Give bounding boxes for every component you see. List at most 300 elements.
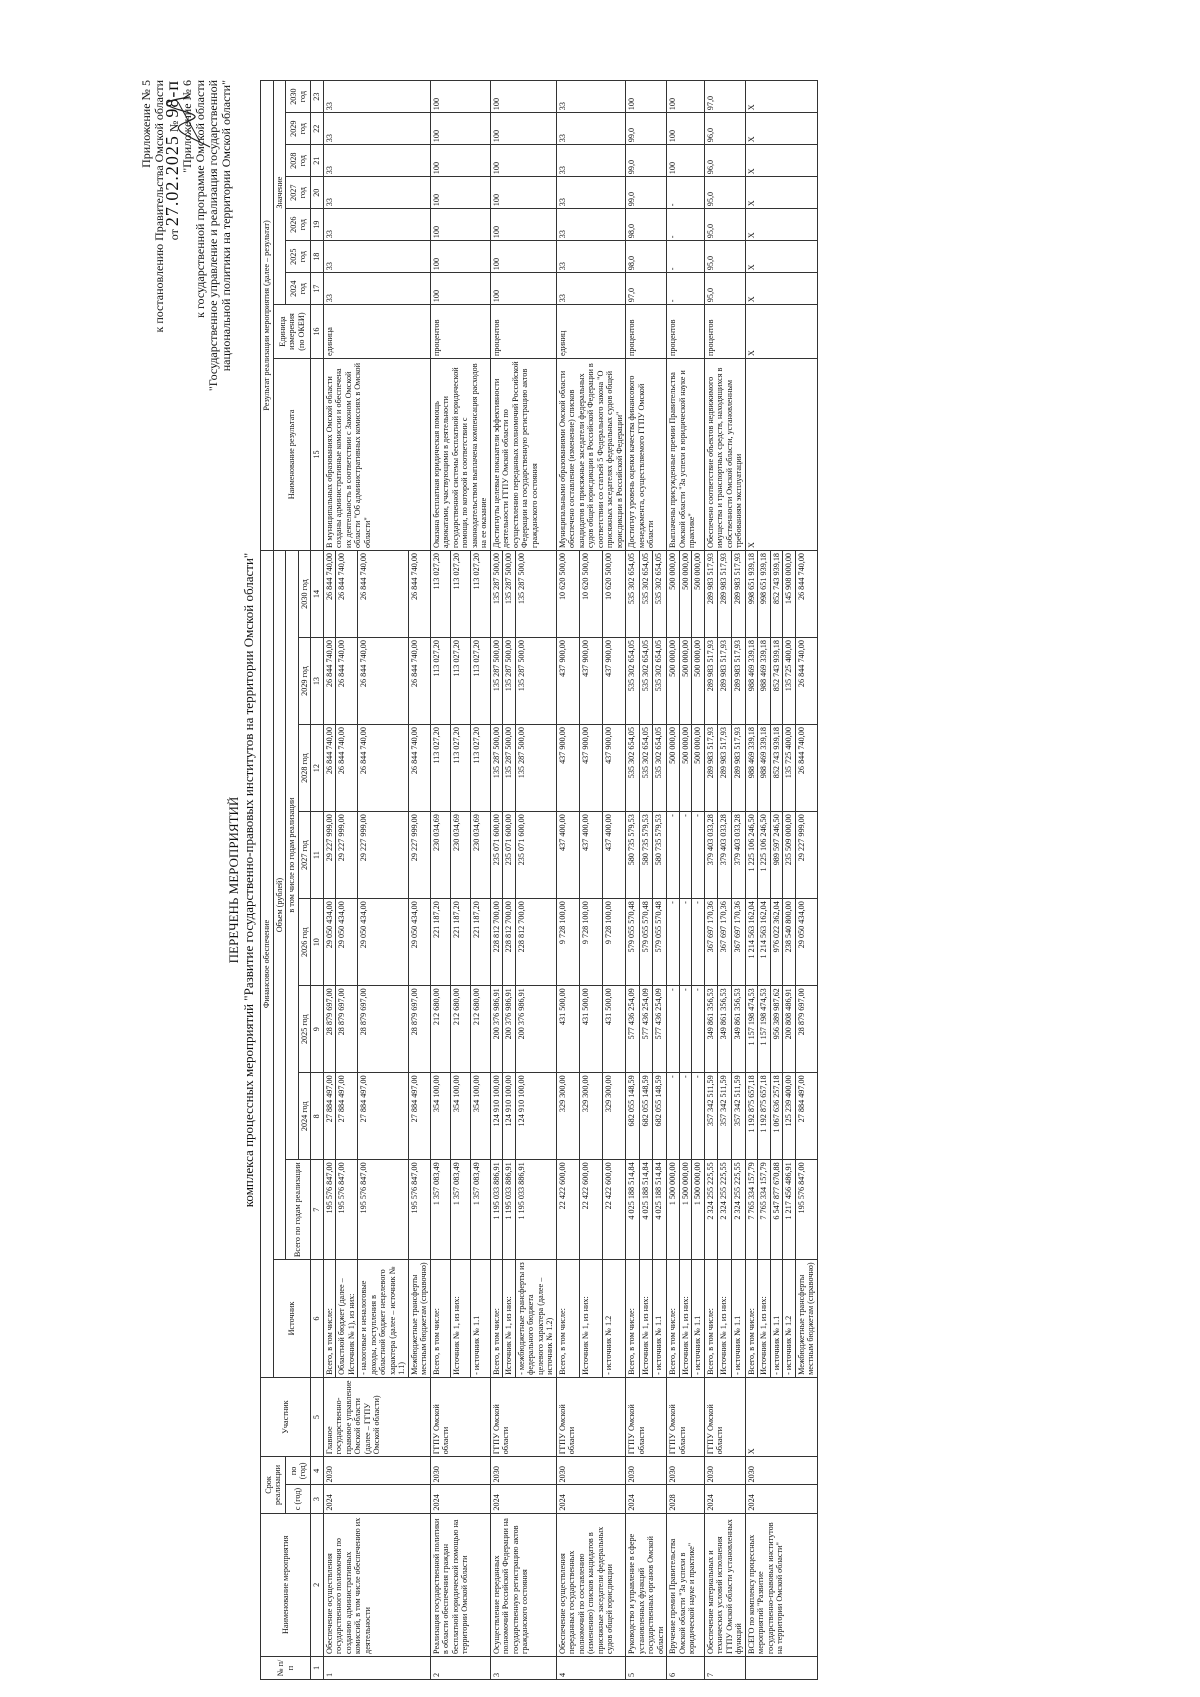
column-number: 19 xyxy=(311,209,324,241)
funding-amount: 1 214 563 162,04 xyxy=(758,899,771,986)
result-value: 33 xyxy=(323,241,430,273)
col-year: 2026 год xyxy=(298,899,311,986)
funding-amount: 989 597 246,50 xyxy=(770,812,783,899)
col-vyear: 2024 год xyxy=(286,273,311,305)
funding-amount: 230 034,69 xyxy=(470,812,490,899)
funding-amount: 135 287 500,00 xyxy=(503,725,516,812)
table-row xyxy=(667,81,680,1680)
funding-amount: 29 227 999,00 xyxy=(336,812,358,899)
funding-amount: 577 436 254,09 xyxy=(626,986,640,1073)
result-value: 33 xyxy=(556,177,626,209)
result-value: X xyxy=(745,177,817,209)
funding-amount: 26 844 740,00 xyxy=(358,725,409,812)
result-value: X xyxy=(745,81,817,113)
row-number: 2 xyxy=(430,1656,490,1679)
funding-source: Источник № 1, из них: xyxy=(718,1260,732,1378)
funding-amount: 500 000,00 xyxy=(679,638,692,725)
funding-amount: 1 157 198 474,53 xyxy=(758,986,771,1073)
funding-amount: 22 422 600,00 xyxy=(579,1160,602,1260)
funding-amount: 354 100,00 xyxy=(450,1073,470,1160)
funding-amount: 500 000,00 xyxy=(692,550,705,637)
funding-source: Источник № 1, из них: xyxy=(503,1260,516,1378)
funding-amount: 200 376 986,91 xyxy=(490,986,503,1073)
result-value: 100 xyxy=(490,273,556,305)
funding-amount: 367 697 170,36 xyxy=(731,899,745,986)
funding-amount: 357 342 511,59 xyxy=(704,1073,718,1160)
funding-amount: 500 000,00 xyxy=(667,550,680,637)
funding-amount: 535 302 654,05 xyxy=(626,725,640,812)
funding-amount: 195 576 847,00 xyxy=(358,1160,409,1260)
funding-amount: 437 900,00 xyxy=(579,725,602,812)
funding-amount: 27 884 497,00 xyxy=(358,1073,409,1160)
funding-amount: 1 500 000,00 xyxy=(679,1160,692,1260)
col-vyear: 2029 год xyxy=(286,113,311,145)
program-name-1: "Государственное управление и реализация государственной xyxy=(206,80,220,392)
funding-amount: 500 000,00 xyxy=(667,725,680,812)
measure-name: Осуществление переданных полномочий Российской Федерации на государственную регистрацию актов гражданского состояния xyxy=(490,1513,556,1656)
funding-amount: 124 910 100,00 xyxy=(503,1073,516,1160)
funding-source: - источник № 1.2 xyxy=(602,1260,625,1378)
result-unit: X xyxy=(745,305,817,359)
funding-amount: 9 728 100,00 xyxy=(556,899,579,986)
column-number: 22 xyxy=(311,113,324,145)
column-number: 11 xyxy=(311,812,324,899)
result-value: 33 xyxy=(556,241,626,273)
funding-amount: 4 025 188 514,84 xyxy=(653,1160,667,1260)
appendix-6: "Приложение № 6 xyxy=(180,80,194,173)
measure-name: Обеспечение осуществления государственного полномочия по созданию административных комиссий, в том числе обеспечению их деятельности xyxy=(323,1513,430,1656)
funding-amount: 135 287 500,00 xyxy=(490,638,503,725)
funding-amount: 1 225 106 246,50 xyxy=(758,812,771,899)
funding-amount: 956 389 987,62 xyxy=(770,986,783,1073)
column-number: 15 xyxy=(311,358,324,550)
column-number: 1 xyxy=(311,1656,324,1679)
funding-amount: 22 422 600,00 xyxy=(556,1160,579,1260)
funding-source: Источник № 1, из них: xyxy=(450,1260,470,1378)
funding-amount: 535 302 654,05 xyxy=(626,550,640,637)
funding-amount: 221 187,20 xyxy=(430,899,450,986)
funding-source: - источник № 1.1 xyxy=(470,1260,490,1378)
funding-amount: 329 300,00 xyxy=(602,1073,625,1160)
result-value: 33 xyxy=(556,145,626,177)
measure-name: Обеспечение материальных и технических условий исполнения ГГПУ Омской области установленных функций xyxy=(704,1513,745,1656)
table-row xyxy=(490,81,503,1680)
result-value: 33 xyxy=(323,81,430,113)
result-value: X xyxy=(745,113,817,145)
result-value: 100 xyxy=(490,145,556,177)
funding-source: Источник № 1, из них: xyxy=(579,1260,602,1378)
funding-amount: 124 910 100,00 xyxy=(490,1073,503,1160)
document-title xyxy=(226,80,256,1680)
funding-amount: 27 884 497,00 xyxy=(323,1073,336,1160)
funding-amount: 29 050 434,00 xyxy=(323,899,336,986)
funding-amount: 852 743 939,18 xyxy=(770,550,783,637)
funding-amount: - xyxy=(679,812,692,899)
funding-source: Всего, в том числе: xyxy=(556,1260,579,1378)
table-row xyxy=(430,81,450,1680)
funding-amount: 26 844 740,00 xyxy=(795,550,817,637)
row-number: 7 xyxy=(704,1656,745,1679)
funding-amount: 1 195 033 886,91 xyxy=(490,1160,503,1260)
funding-amount: 195 576 847,00 xyxy=(408,1160,430,1260)
funding-amount: 1 067 636 257,18 xyxy=(770,1073,783,1160)
funding-amount: 26 844 740,00 xyxy=(336,725,358,812)
result-value: 100 xyxy=(430,177,490,209)
funding-amount: - xyxy=(667,986,680,1073)
result-value: 96,0 xyxy=(704,113,745,145)
funding-source: Источник № 1, из них: xyxy=(679,1260,692,1378)
funding-amount: 2 324 255 225,55 xyxy=(718,1160,732,1260)
funding-source: Всего, в том числе: xyxy=(704,1260,718,1378)
participant: ГГПУ Омской области xyxy=(430,1377,490,1456)
funding-amount: 28 879 697,00 xyxy=(323,986,336,1073)
column-number: 23 xyxy=(311,81,324,113)
funding-amount: 135 287 500,00 xyxy=(503,638,516,725)
funding-amount: 9 728 100,00 xyxy=(579,899,602,986)
funding-amount: 379 403 033,28 xyxy=(704,812,718,899)
funding-amount: 367 697 170,36 xyxy=(718,899,732,986)
result-value: 100 xyxy=(430,209,490,241)
funding-amount: 28 879 697,00 xyxy=(795,986,817,1073)
end-year: 2030 xyxy=(667,1457,705,1485)
col-vyear: 2030 год xyxy=(286,81,311,113)
column-number: 12 xyxy=(311,725,324,812)
result-unit: единиц xyxy=(556,305,626,359)
signature-mark xyxy=(160,92,220,152)
funding-amount: 1 217 456 486,91 xyxy=(783,1160,796,1260)
funding-amount: 437 400,00 xyxy=(602,812,625,899)
funding-source: - источник № 1.2 xyxy=(783,1260,796,1378)
decree-ref: к постановлению Правительства Омской области xyxy=(152,80,166,333)
title-main: ПЕРЕЧЕНЬ МЕРОПРИЯТИЙ xyxy=(226,796,241,964)
result-value: 98,0 xyxy=(626,241,667,273)
result-unit: процентов xyxy=(490,305,556,359)
funding-amount: 235 071 600,00 xyxy=(515,812,556,899)
funding-amount: 113 027,20 xyxy=(450,550,470,637)
measures-table xyxy=(260,80,818,1680)
result-value: 95,0 xyxy=(704,241,745,273)
funding-amount: 580 735 579,53 xyxy=(626,812,640,899)
result-value: X xyxy=(745,273,817,305)
funding-amount: 4 025 188 514,84 xyxy=(626,1160,640,1260)
funding-amount: 1 500 000,00 xyxy=(692,1160,705,1260)
col-year: 2025 год xyxy=(298,986,311,1073)
participant: Главное государственно-правовое управление Омской области (далее – ГГПУ Омской области) xyxy=(323,1377,430,1456)
funding-amount: 113 027,20 xyxy=(430,638,450,725)
funding-amount: 437 900,00 xyxy=(579,638,602,725)
result-value: 100 xyxy=(490,81,556,113)
funding-amount: 221 187,20 xyxy=(470,899,490,986)
result-name: Достигнут уровень оценки качества финансового менеджмента, осуществляемого ГГПУ Омской области xyxy=(626,358,667,550)
result-value: 100 xyxy=(490,241,556,273)
column-number: 21 xyxy=(311,145,324,177)
col-vyear: 2027 год xyxy=(286,177,311,209)
column-number: 8 xyxy=(311,1073,324,1160)
funding-amount: 357 342 511,59 xyxy=(731,1073,745,1160)
funding-amount: 27 884 497,00 xyxy=(336,1073,358,1160)
funding-amount: 228 812 700,00 xyxy=(515,899,556,986)
end-year: 2030 xyxy=(490,1457,556,1485)
start-year: 2028 xyxy=(667,1485,705,1513)
funding-amount: 682 055 148,59 xyxy=(626,1073,640,1160)
funding-amount: 29 227 999,00 xyxy=(323,812,336,899)
funding-amount: 1 500 000,00 xyxy=(667,1160,680,1260)
row-number-empty xyxy=(745,1656,817,1679)
funding-source: - межбюджетные трансферты из федерального бюджета целевого характера (далее – источник № 1.2) xyxy=(515,1260,556,1378)
col-value: Значение xyxy=(273,81,286,305)
funding-amount: 500 000,00 xyxy=(692,725,705,812)
result-value: 100 xyxy=(490,113,556,145)
funding-amount: 577 436 254,09 xyxy=(639,986,653,1073)
funding-amount: 535 302 654,05 xyxy=(653,550,667,637)
funding-amount: 29 227 999,00 xyxy=(358,812,409,899)
column-number: 14 xyxy=(311,550,324,637)
participant: ГГПУ Омской области xyxy=(556,1377,626,1456)
end-year: 2030 xyxy=(556,1457,626,1485)
funding-amount: 580 735 579,53 xyxy=(639,812,653,899)
column-number: 17 xyxy=(311,273,324,305)
funding-amount: 113 027,20 xyxy=(430,550,450,637)
funding-amount: 200 808 486,91 xyxy=(783,986,796,1073)
column-number: 2 xyxy=(311,1513,324,1656)
funding-amount: 500 000,00 xyxy=(679,725,692,812)
end-year: 2030 xyxy=(323,1457,430,1485)
start-year: 2024 xyxy=(704,1485,745,1513)
table-row xyxy=(704,81,718,1680)
funding-amount: 1 195 033 886,91 xyxy=(515,1160,556,1260)
participant: ГГПУ Омской области xyxy=(490,1377,556,1456)
start-year: 2024 xyxy=(745,1485,817,1513)
funding-amount: 200 376 986,91 xyxy=(503,986,516,1073)
result-value: 95,0 xyxy=(704,273,745,305)
funding-amount: 535 302 654,05 xyxy=(653,638,667,725)
funding-amount: 357 342 511,59 xyxy=(718,1073,732,1160)
result-value: 100 xyxy=(490,209,556,241)
funding-source: Областной бюджет (далее – Источник № 1), из них: xyxy=(336,1260,358,1378)
funding-amount: 10 620 500,00 xyxy=(602,550,625,637)
funding-amount: 26 844 740,00 xyxy=(408,550,430,637)
column-number: 7 xyxy=(311,1160,324,1260)
col-term: Срок реализации xyxy=(261,1457,286,1513)
result-value: 33 xyxy=(323,145,430,177)
decree-number: 98-п xyxy=(162,80,182,118)
funding-amount: 6 547 877 670,88 xyxy=(770,1160,783,1260)
result-value: - xyxy=(667,273,705,305)
funding-amount: 235 509 000,00 xyxy=(783,812,796,899)
funding-amount: 26 844 740,00 xyxy=(408,638,430,725)
funding-amount: 1 225 106 246,50 xyxy=(745,812,758,899)
funding-amount: 349 861 356,53 xyxy=(718,986,732,1073)
funding-amount: 26 844 740,00 xyxy=(336,550,358,637)
funding-amount: 535 302 654,05 xyxy=(626,638,640,725)
start-year: 2024 xyxy=(556,1485,626,1513)
col-num: № п/п xyxy=(261,1656,311,1679)
funding-amount: 228 812 700,00 xyxy=(490,899,503,986)
result-value: 97,0 xyxy=(626,273,667,305)
funding-amount: 329 300,00 xyxy=(579,1073,602,1160)
end-year: 2030 xyxy=(430,1457,490,1485)
funding-amount: 437 400,00 xyxy=(579,812,602,899)
funding-amount: - xyxy=(667,812,680,899)
result-value: 95,0 xyxy=(704,209,745,241)
funding-amount: 367 697 170,36 xyxy=(704,899,718,986)
funding-amount: 535 302 654,05 xyxy=(639,638,653,725)
funding-amount: - xyxy=(679,986,692,1073)
start-year: 2024 xyxy=(430,1485,490,1513)
funding-amount: 354 100,00 xyxy=(470,1073,490,1160)
funding-amount: 1 192 875 657,18 xyxy=(745,1073,758,1160)
result-value: 33 xyxy=(323,273,430,305)
result-value: 33 xyxy=(556,273,626,305)
funding-amount: 289 983 517,93 xyxy=(704,550,718,637)
start-year: 2024 xyxy=(323,1485,430,1513)
funding-source: Всего, в том числе: xyxy=(626,1260,640,1378)
appendix-5: Приложение № 5 xyxy=(139,80,153,168)
funding-amount: - xyxy=(692,1073,705,1160)
funding-source: Всего, в том числе: xyxy=(490,1260,503,1378)
result-name: Достигнуты целевые показатели эффективности деятельности ГГПУ Омской области по осуществлению переданных полномочий Российской Федерации на государственную регистрацию актов гражданского состояния xyxy=(490,358,556,550)
funding-amount: 195 576 847,00 xyxy=(795,1160,817,1260)
title-sub: комплекса процессных мероприятий "Развитие государственно-правовых институтов на территории Омской области" xyxy=(241,552,256,1208)
result-value: 97,0 xyxy=(704,81,745,113)
funding-source: - источник № 1.1 xyxy=(770,1260,783,1378)
funding-amount: 349 861 356,53 xyxy=(704,986,718,1073)
funding-amount: 29 050 434,00 xyxy=(795,899,817,986)
funding-amount: 379 403 033,28 xyxy=(718,812,732,899)
end-year: 2030 xyxy=(626,1457,667,1485)
funding-amount: 135 725 400,00 xyxy=(783,638,796,725)
funding-amount: 431 500,00 xyxy=(602,986,625,1073)
col-vyear: 2028 год xyxy=(286,145,311,177)
funding-source: - налоговые и неналоговые доходы, поступления в областной бюджет нецелевого характера (далее – источник № 1.1) xyxy=(358,1260,409,1378)
funding-amount: 1 157 198 474,53 xyxy=(745,986,758,1073)
funding-amount: 29 050 434,00 xyxy=(358,899,409,986)
funding-amount: 26 844 740,00 xyxy=(323,725,336,812)
funding-amount: 28 879 697,00 xyxy=(408,986,430,1073)
result-name: X xyxy=(745,358,817,550)
funding-amount: 289 983 517,93 xyxy=(704,725,718,812)
funding-amount: 579 055 570,48 xyxy=(653,899,667,986)
column-number: 13 xyxy=(311,638,324,725)
table-row xyxy=(626,81,640,1680)
rotated-page xyxy=(140,80,1200,1680)
col-to: по (год) xyxy=(286,1457,311,1485)
col-name: Наименование мероприятия xyxy=(261,1513,311,1656)
col-financing: Финансовое обеспечение xyxy=(261,550,274,1377)
funding-amount: 431 500,00 xyxy=(579,986,602,1073)
funding-amount: 852 743 939,18 xyxy=(770,725,783,812)
funding-amount: 10 620 500,00 xyxy=(579,550,602,637)
result-value: 100 xyxy=(430,145,490,177)
result-name: Муниципальными образованиями Омской области обеспечено составление (изменение) списков кандидатов в присяжные заседатели федеральных судов общей юрисдикции в Российской Федерации в соответствии со статьей 5 Федерального закона "О присяжных заседателях федеральных судов общей юрисдикции в Российской Федерации" xyxy=(556,358,626,550)
end-year: 2030 xyxy=(745,1457,817,1485)
col-participant: Участник xyxy=(261,1377,311,1456)
funding-amount: 27 884 497,00 xyxy=(795,1073,817,1160)
funding-amount: 113 027,20 xyxy=(450,638,470,725)
funding-amount: 988 469 339,18 xyxy=(745,638,758,725)
column-numbers-row xyxy=(311,81,324,1680)
measure-name: ВСЕГО по комплексу процессных мероприятий "Развитие государственно-правовых институтов на территории Омской области" xyxy=(745,1513,817,1656)
funding-source: - источник № 1.1 xyxy=(653,1260,667,1378)
funding-amount: 29 050 434,00 xyxy=(336,899,358,986)
start-year: 2024 xyxy=(626,1485,667,1513)
funding-amount: 437 900,00 xyxy=(602,638,625,725)
start-year: 2024 xyxy=(490,1485,556,1513)
funding-amount: 235 071 600,00 xyxy=(503,812,516,899)
funding-amount: 230 034,69 xyxy=(430,812,450,899)
funding-amount: 1 214 563 162,04 xyxy=(745,899,758,986)
funding-source: Всего, в том числе: xyxy=(667,1260,680,1378)
funding-amount: 212 680,00 xyxy=(430,986,450,1073)
funding-amount: 200 376 986,91 xyxy=(515,986,556,1073)
result-name: Выплачены присужденные премии Правительства Омской области "За успехи в юридической науке и практике" xyxy=(667,358,705,550)
column-number: 4 xyxy=(311,1457,324,1485)
funding-source: Межбюджетные трансферты местным бюджетам (справочно) xyxy=(795,1260,817,1378)
result-unit: единица xyxy=(323,305,430,359)
program-ref: к государственной программе Омской области xyxy=(193,80,207,318)
funding-source: Всего, в том числе: xyxy=(323,1260,336,1378)
funding-amount: 2 324 255 225,55 xyxy=(704,1160,718,1260)
table-body xyxy=(323,81,817,1680)
table-row xyxy=(745,81,758,1680)
funding-amount: 535 302 654,05 xyxy=(639,725,653,812)
result-value: 100 xyxy=(626,81,667,113)
funding-amount: 976 022 362,04 xyxy=(770,899,783,986)
funding-amount: 195 576 847,00 xyxy=(323,1160,336,1260)
funding-amount: 113 027,20 xyxy=(470,638,490,725)
funding-amount: 1 357 083,49 xyxy=(450,1160,470,1260)
result-value: 98,0 xyxy=(626,209,667,241)
funding-source: Межбюджетные трансферты местным бюджетам (справочно) xyxy=(408,1260,430,1378)
funding-amount: - xyxy=(679,899,692,986)
funding-amount: - xyxy=(692,986,705,1073)
funding-amount: 7 765 334 157,79 xyxy=(758,1160,771,1260)
table-row xyxy=(556,81,579,1680)
funding-amount: 437 900,00 xyxy=(556,725,579,812)
funding-amount: 289 983 517,93 xyxy=(718,725,732,812)
funding-source: Всего, в том числе: xyxy=(430,1260,450,1378)
funding-amount: 10 620 500,00 xyxy=(556,550,579,637)
funding-amount: 1 357 083,49 xyxy=(470,1160,490,1260)
table-row xyxy=(323,81,336,1680)
result-value: 100 xyxy=(490,177,556,209)
funding-amount: - xyxy=(667,1073,680,1160)
funding-amount: 289 983 517,93 xyxy=(731,550,745,637)
funding-amount: 26 844 740,00 xyxy=(408,725,430,812)
funding-amount: 988 469 339,18 xyxy=(745,725,758,812)
col-source: Источник xyxy=(273,1260,311,1378)
funding-amount: 579 055 570,48 xyxy=(626,899,640,986)
funding-amount: 26 844 740,00 xyxy=(358,550,409,637)
funding-amount: 289 983 517,93 xyxy=(704,638,718,725)
result-value: 96,0 xyxy=(704,145,745,177)
column-number: 20 xyxy=(311,177,324,209)
funding-source: - источник № 1.1 xyxy=(692,1260,705,1378)
funding-amount: 26 844 740,00 xyxy=(323,550,336,637)
funding-amount: 535 302 654,05 xyxy=(653,725,667,812)
result-name: Оказана бесплатная юридическая помощь адвокатами, участвующими в деятельности государственной системы бесплатной юридической помощи, по которой в соответствии с законодательством выплачена компенсация расходов на ее оказание xyxy=(430,358,490,550)
result-value: 100 xyxy=(667,113,705,145)
participant: X xyxy=(745,1377,817,1456)
column-number: 10 xyxy=(311,899,324,986)
column-number: 3 xyxy=(311,1485,324,1513)
col-from: с (год) xyxy=(286,1485,311,1513)
funding-amount: 7 765 334 157,79 xyxy=(745,1160,758,1260)
funding-amount: 1 357 083,49 xyxy=(430,1160,450,1260)
result-value: 95,0 xyxy=(704,177,745,209)
col-total: Всего по годам реализации xyxy=(286,1160,311,1260)
funding-amount: 212 680,00 xyxy=(470,986,490,1073)
